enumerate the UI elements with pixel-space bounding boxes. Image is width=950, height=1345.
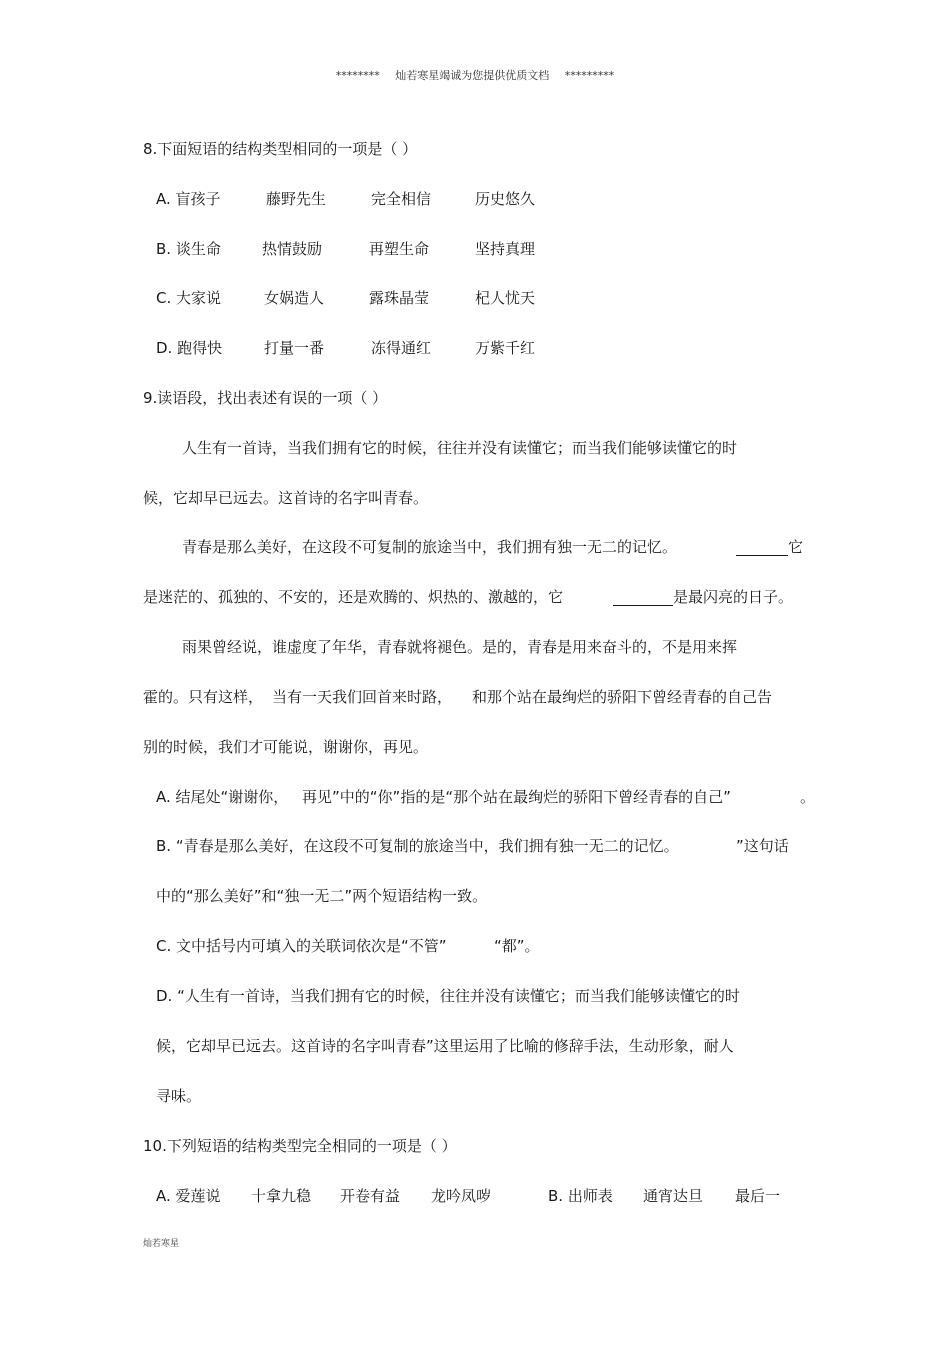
header-stars-right: ********* [564,69,615,82]
header-title: 灿若寒星竭诚为您提供优质文档 [395,69,550,82]
q10-option-b-item: 最后一 [735,1187,781,1205]
fill-blank-1 [736,540,788,556]
q8-option-b-item: 坚持真理 [475,240,536,258]
q8-option-c-item: 露珠晶莹 [369,289,430,307]
q8-option-c-item: 杞人忧天 [475,289,536,307]
q10-stem: 10.下列短语的结构类型完全相同的一项是（ ） [143,1137,457,1155]
q9-option-a-text: 再见”中的“你”指的是“那个站在最绚烂的骄阳下曾经青春的自己” [302,788,731,806]
q8-option-c-label: C. 大家说 [156,289,222,307]
q10-option-b-item: 通宵达旦 [643,1187,704,1205]
q10-option-b-label: B. 出师表 [548,1187,613,1205]
q8-option-b-item: 再塑生命 [369,240,430,258]
q8-option-b-label: B. 谈生命 [156,240,221,258]
q9-option-a-text: 。 [800,788,816,806]
q9-option-c-text: C. 文中括号内可填入的关联词依次是“不管” [156,937,447,955]
fill-blank-2 [613,590,673,606]
header-stars-left: ******** [335,69,380,82]
q10-option-a-label: A. 爱莲说 [156,1187,221,1205]
q10-option-a-item: 开卷有益 [340,1187,401,1205]
q9-option-a-text: A. 结尾处“谢谢你， [156,788,289,806]
q8-stem: 8.下面短语的结构类型相同的一项是（ ） [143,140,418,158]
page-footer: 灿若寒星 [143,1239,180,1249]
q10-option-a-item: 十拿九稳 [251,1187,312,1205]
q9-passage-text: 和那个站在最绚烂的骄阳下曾经青春的自己告 [472,688,773,706]
q8-option-a-item: 藤野先生 [266,190,327,208]
q9-option-d-text: D. “人生有一首诗，当我们拥有它的时候，往往并没有读懂它；而当我们能够读懂它的时 [156,987,740,1005]
q9-option-b-text: 中的“那么美好”和“独一无二”两个短语结构一致。 [156,887,488,905]
q8-option-d-item: 万紫千红 [475,339,536,357]
q9-option-c-text: “都”。 [494,937,540,955]
q9-option-d-text: 候，它却早已远去。这首诗的名字叫青春”这里运用了比喻的修辞手法，生动形象，耐人 [156,1037,734,1055]
q8-option-d-item: 打量一番 [264,339,325,357]
q8-option-d-item: 冻得通红 [371,339,432,357]
q9-passage-text: 它 [788,538,804,556]
q9-stem: 9.读语段，找出表述有误的一项（ ） [143,389,388,407]
q9-passage-line: 别的时候，我们才可能说，谢谢你，再见。 [143,738,429,756]
q9-passage-text: 当有一天我们回首来时路， [272,688,453,706]
q9-passage-line: 候，它却早已远去。这首诗的名字叫青春。 [143,489,429,507]
q8-option-a-item: 历史悠久 [475,190,536,208]
q9-option-b-text: B. “青春是那么美好，在这段不可复制的旅途当中，我们拥有独一无二的记忆。 [156,837,679,855]
q9-passage-text: 是最闪亮的日子。 [673,588,794,606]
q9-option-d-text: 寻味。 [156,1087,202,1105]
q9-passage-line: 青春是那么美好，在这段不可复制的旅途当中，我们拥有独一无二的记忆。 [182,538,678,556]
q9-passage-line: 人生有一首诗，当我们拥有它的时候，往往并没有读懂它；而当我们能够读懂它的时 [182,439,738,457]
q8-option-a-item: 完全相信 [371,190,432,208]
q8-option-b-item: 热情鼓励 [262,240,323,258]
q10-option-a-item: 龙吟凤哕 [431,1187,492,1205]
page-header [0,70,950,81]
q9-passage-line: 是迷茫的、孤独的、不安的，还是欢腾的、炽热的、激越的，它 [143,588,564,606]
q8-option-d-label: D. 跑得快 [156,339,223,357]
q9-option-b-text: ”这句话 [736,837,789,855]
q9-passage-line: 雨果曾经说，谁虚度了年华，青春就将褪色。是的，青春是用来奋斗的，不是用来挥 [182,638,738,656]
q8-option-a-label: A. 盲孩子 [156,190,221,208]
q9-passage-text: 霍的。只有这样， [143,688,264,706]
q8-option-c-item: 女娲造人 [264,289,325,307]
